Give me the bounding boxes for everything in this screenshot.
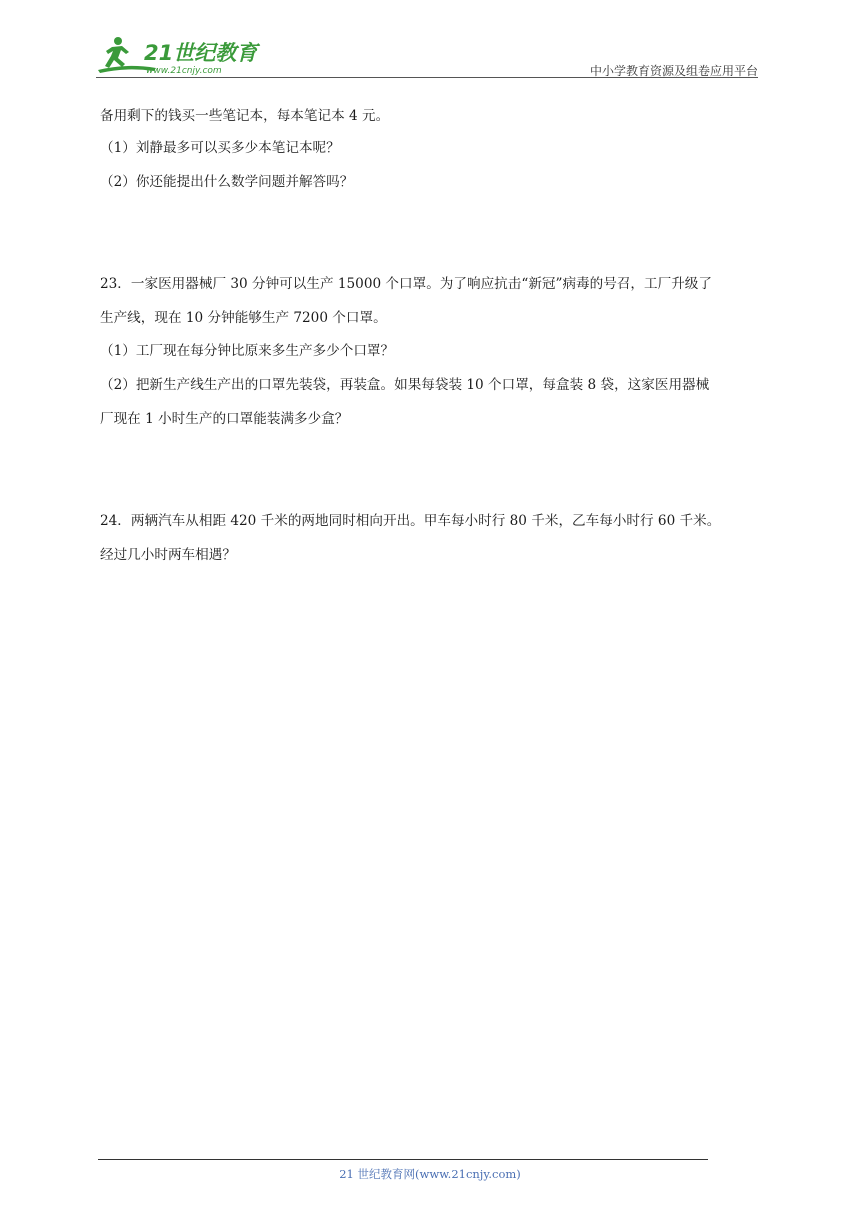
q22-intro: 备用剩下的钱买一些笔记本，每本笔记本 4 元。 [100,108,390,124]
q24-line2: 经过几小时两车相遇？ [100,547,236,563]
q24-line1: 24．两辆汽车从相距 420 千米的两地同时相向开出。甲车每小时行 80 千米，乙车每小时行 60 千米。 [100,513,721,529]
platform-name: 中小学教育资源及组卷应用平台 [589,64,758,78]
header-divider [96,77,758,78]
q22-sub2: （2）你还能提出什么数学问题并解答吗？ [100,174,354,190]
footer-link[interactable]: 21 世纪教育网(www.21cnjy.com) [339,1167,521,1181]
q22-sub1: （1）刘静最多可以买多少本笔记本呢？ [100,140,340,156]
q23-sub2-line1: （2）把新生产线生产出的口罩先装袋，再装盒。如果每袋装 10 个口罩，每盒装 8 袋，这家医用器械 [100,377,710,393]
logo-21cnjy [96,30,266,78]
q23-line1: 23．一家医用器械厂 30 分钟可以生产 15000 个口罩。为了响应抗击“新冠”病毒的号召，工厂升级了 [100,276,712,292]
q23-sub1: （1）工厂现在每分钟比原来多生产多少个口罩？ [100,343,395,359]
footer-divider [98,1159,708,1160]
logo-url: www.21cnjy.com [146,66,222,76]
page-header [96,30,758,78]
q23-line2: 生产线，现在 10 分钟能够生产 7200 个口罩。 [100,310,387,326]
q23-sub2-line2: 厂现在 1 小时生产的口罩能装满多少盒？ [100,411,349,427]
logo-title: 21世纪教育 [144,41,258,65]
